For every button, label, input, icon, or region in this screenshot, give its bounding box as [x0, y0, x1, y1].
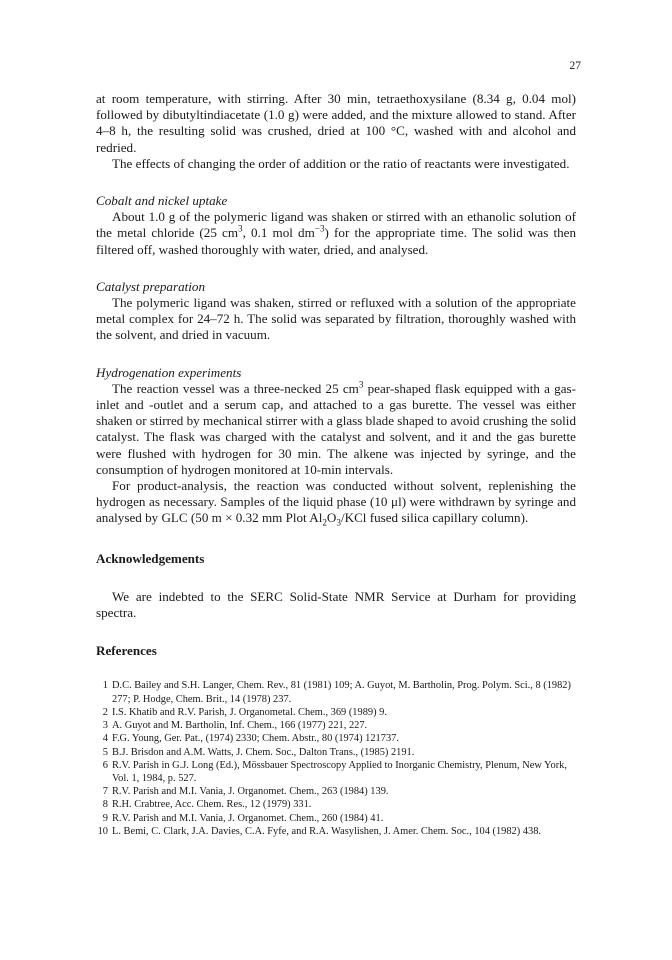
acknowledgements-text: We are indebted to the SERC Solid-State NMR Service at Durham for providing spectra.	[96, 588, 576, 621]
reference-item	[96, 679, 576, 705]
reference-list	[96, 679, 576, 837]
reference-number: 9	[102, 812, 108, 824]
reference-text: D.C. Bailey and S.H. Langer, Chem. Rev., 81 (1981) 109; A. Guyot, M. Bartholin, Prog. Polym. Sci., 8 (1982) 277; P. Hodge, Chem. Brit., 14 (1978) 237.	[112, 680, 571, 705]
hydro-sup: 3	[358, 379, 364, 390]
reference-item	[96, 759, 576, 785]
references-heading: References	[96, 643, 157, 659]
reference-item	[96, 706, 576, 719]
reference-number: 10	[97, 825, 108, 837]
reference-text: R.V. Parish and M.I. Vania, J. Organomet. Chem., 263 (1984) 139.	[112, 786, 389, 798]
reference-text: R.V. Parish and M.I. Vania, J. Organomet. Chem., 260 (1984) 41.	[112, 812, 384, 824]
hydrogenation-paragraph-2	[96, 478, 576, 527]
hydro2-oxygen: O	[326, 510, 337, 526]
reference-text: A. Guyot and M. Bartholin, Inf. Chem., 166 (1977) 221, 227.	[112, 720, 368, 732]
reference-item	[96, 719, 576, 732]
intro-paragraph-2: The effects of changing the order of addition or the ratio of reactants were investigated.	[112, 155, 570, 171]
page-number: 27	[569, 60, 581, 72]
reference-text: B.J. Brisdon and A.M. Watts, J. Chem. Soc., Dalton Trans., (1985) 2191.	[112, 746, 415, 758]
reference-text: L. Bemi, C. Clark, J.A. Davies, C.A. Fyfe, and R.A. Wasylishen, J. Amer. Chem. Soc., 104 (1982) 438.	[112, 825, 541, 837]
reference-number: 2	[102, 706, 108, 718]
reference-text: R.V. Parish in G.J. Long (Ed.), Mössbauer Spectroscopy Applied to Inorganic Chemistry, Plenum, New York, Vol. 1, 1984, p. 527.	[112, 759, 567, 784]
cobalt-sup-2: −3	[314, 224, 325, 235]
article-body	[96, 91, 576, 838]
hydrogenation-paragraph-1	[96, 381, 576, 478]
catalyst-heading: Catalyst preparation	[96, 278, 205, 294]
intro-paragraph: at room temperature, with stirring. After 30 min, tetraethoxysilane (8.34 g, 0.04 mol) followed by dibutyltindiacetate (1.0 g) were added, and the mixture allowed to stand. After 4–8 h, the resulting solid was crushed, dried at 100 °C, washed with and alcohol and redried.	[96, 91, 576, 155]
hydro-text-a: The reaction vessel was a three-necked 25 cm	[112, 380, 359, 396]
reference-item	[96, 812, 576, 825]
reference-number: 4	[102, 733, 108, 745]
reference-text: R.H. Crabtree, Acc. Chem. Res., 12 (1979) 331.	[112, 799, 312, 811]
reference-text: I.S. Khatib and R.V. Parish, J. Organometal. Chem., 369 (1989) 9.	[112, 706, 387, 718]
reference-number: 1	[102, 680, 108, 692]
reference-number: 7	[102, 786, 108, 798]
reference-number: 8	[102, 799, 108, 811]
hydro2-text-b: /KCl fused silica capillary column).	[340, 510, 529, 526]
reference-text: F.G. Young, Ger. Pat., (1974) 2330; Chem. Abstr., 80 (1974) 121737.	[112, 733, 399, 745]
cobalt-text-a: About 1.0 g of the polymeric ligand was shaken or stirred with an ethanolic solution of the metal chloride (25 cm	[96, 209, 576, 241]
hydro2-sub-2: 3	[336, 518, 341, 529]
reference-number: 3	[102, 720, 108, 732]
cobalt-paragraph	[96, 209, 576, 258]
hydro2-sub-1: 2	[322, 518, 327, 529]
cobalt-heading: Cobalt and nickel uptake	[96, 193, 228, 209]
reference-number: 5	[102, 746, 108, 758]
hydro2-text-a: For product-analysis, the reaction was conducted without solvent, replenishing the hydrogen as necessary. Samples of the liquid phase (10 μl) were withdrawn by syringe and analysed by GLC (50 m × 0.32 mm Plot Al	[96, 478, 576, 526]
reference-item	[96, 732, 576, 745]
cobalt-sup-1: 3	[238, 224, 243, 235]
acknowledgements-heading: Acknowledgements	[96, 550, 205, 566]
reference-item	[96, 825, 576, 838]
catalyst-paragraph: The polymeric ligand was shaken, stirred or refluxed with a solution of the appropriate metal complex for 24–72 h. The solid was separated by filtration, thoroughly washed with the solvent, and dried in vacuum.	[96, 295, 576, 343]
cobalt-text-b: , 0.1 mol dm	[242, 225, 315, 241]
reference-item	[96, 746, 576, 759]
cobalt-text-c: ) for the appropriate time. The solid was then filtered off, washed thoroughly with water, dried, and analysed.	[96, 225, 577, 257]
reference-item	[96, 798, 576, 811]
hydrogenation-heading: Hydrogenation experiments	[96, 364, 242, 380]
hydro-text-b: pear-shaped flask equipped with a gas-inlet and -outlet and a serum cap, and attached to a gas burette. The vessel was either shaken or stirred by mechanical stirrer with a glass blade shaped to avoid crushing the solid catalyst. The flask was charged with the catalyst and solvent, and it and the gas burette were flushed with hydrogen for 30 min. The alkene was injected by syringe, and the consumption of hydrogen monitored at 10-min intervals.	[96, 380, 576, 477]
reference-item	[96, 785, 576, 798]
reference-number: 6	[102, 759, 108, 771]
